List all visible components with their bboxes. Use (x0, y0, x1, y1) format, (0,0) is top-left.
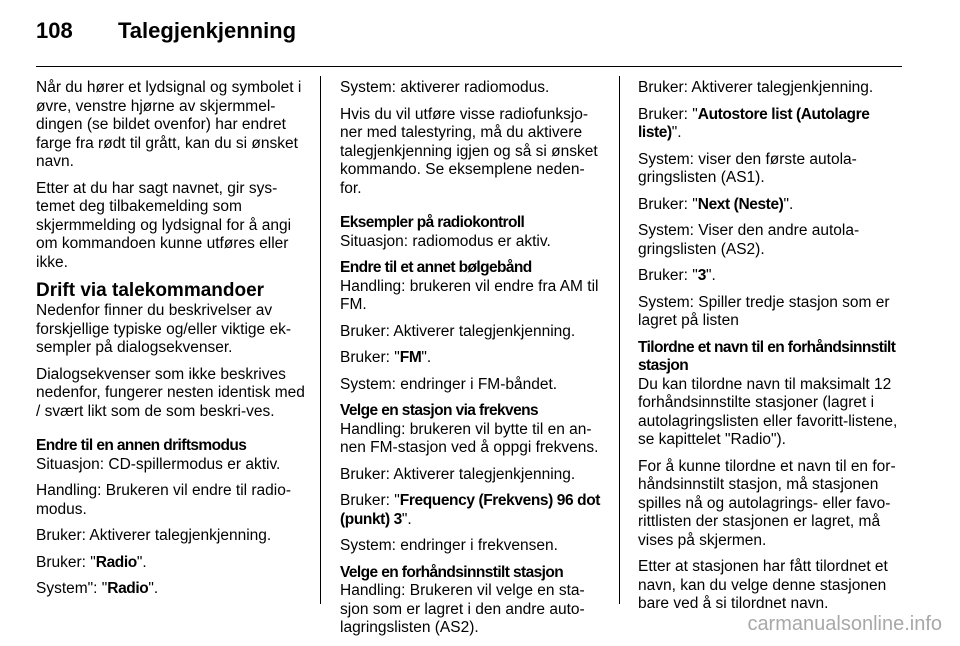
text: ". (148, 580, 159, 597)
paragraph (638, 106, 904, 143)
page-number: 108 (36, 18, 73, 43)
subheading: Endre til en annen driftsmodus (36, 437, 247, 454)
paragraph: Handling: Brukeren vil endre til radio-modus. (36, 482, 292, 518)
voice-command: Radio (107, 580, 149, 597)
paragraph: Bruker: Aktiverer talegjenkjenning. (340, 465, 576, 483)
paragraph: Situasjon: radiomodus er aktiv. (340, 232, 551, 250)
paragraph: Handling: brukeren vil endre fra AM til FM. (340, 277, 599, 313)
voice-command: FM (399, 349, 422, 366)
voice-command: 3 (697, 267, 707, 284)
column-divider-1 (320, 76, 321, 604)
paragraph: Dialogsekvenser som ikke beskrives nedenfor, fungerer nesten identisk med / svært likt som de som beskri-ves. (36, 365, 305, 420)
text: ". (706, 267, 716, 284)
paragraph (638, 196, 904, 215)
subheading: Endre til et annet bølgebånd (340, 259, 532, 276)
paragraph: Bruker: Aktiverer talegjenkjenning. (340, 322, 576, 340)
text: Bruker: " (638, 195, 698, 213)
text: Bruker: " (36, 553, 96, 571)
paragraph: System: aktiverer radiomodus. (340, 79, 550, 96)
paragraph: System: endringer i frekvensen. (340, 537, 558, 554)
voice-command: Frequency (Frekvens) 96 dot (punkt) 3 (340, 492, 601, 528)
text: ". (671, 124, 682, 141)
paragraph: System: Viser den andre autola-gringslisten (AS2). (638, 222, 860, 258)
column-1 (36, 79, 305, 607)
header-rule (36, 66, 902, 67)
paragraph: Bruker: Aktiverer talegjenkjenning. (36, 527, 272, 544)
text: ". (783, 195, 794, 213)
paragraph: Situasjon: CD-spillermodus er aktiv. (36, 455, 281, 473)
paragraph: Nedenfor finner du beskrivelser av forskjellige typiske og/eller viktige ek-sempler på dialogsekvenser. (36, 302, 291, 356)
subheading: Velge en forhåndsinnstilt stasjon (340, 563, 564, 581)
paragraph: Handling: Brukeren vil velge en sta-sjon som er lagret i den andre auto-lagringslisten (AS2). (340, 582, 585, 636)
column-2 (340, 79, 606, 646)
text: ". (401, 510, 412, 528)
text: Bruker: " (340, 349, 400, 366)
text: System": " (36, 580, 108, 597)
paragraph: System: endringer i FM-båndet. (340, 375, 558, 393)
text: ". (136, 553, 147, 571)
paragraph (36, 580, 305, 599)
text: Bruker: " (340, 492, 400, 509)
subheading: Velge en stasjon via frekvens (340, 402, 538, 419)
paragraph (638, 267, 904, 286)
subheading: Eksempler på radiokontroll (340, 214, 525, 231)
page-title: Talegjenkjenning (118, 18, 297, 43)
section-heading: Drift via talekommandoer (36, 280, 265, 301)
column-3 (638, 79, 904, 622)
paragraph: Etter at du har sagt navnet, gir sys-temet deg tilbakemelding som skjermmelding og lydsignal for å angi om kommandoen kunne utføres eller ikke. (36, 179, 292, 271)
text: Bruker: " (638, 105, 698, 123)
paragraph (340, 349, 606, 368)
paragraph: Handling: brukeren vil bytte til en an-nen FM-stasjon ved å oppgi frekvens. (340, 420, 599, 456)
paragraph (36, 554, 305, 573)
subheading: Tilordne et navn til en forhåndsinnstilt stasjon (638, 338, 896, 374)
paragraph: Du kan tilordne navn til maksimalt 12 forhåndsinnstilte stasjoner (lagret i autolagringslisten eller favoritt-listene, se kapittelet "Radio"). (638, 375, 898, 448)
paragraph: Bruker: Aktiverer talegjenkjenning. (638, 79, 874, 96)
paragraph: Når du hører et lydsignal og symbolet i øvre, venstre hjørne av skjermmel-dingen (se bildet ovenfor) har endret farge fra rødt til grått, kan du si ønsket navn. (36, 79, 302, 170)
voice-command: Radio (95, 553, 137, 571)
column-divider-2 (619, 76, 620, 604)
voice-command: Autostore list (Autolagre liste) (638, 105, 870, 141)
text: Bruker: " (638, 267, 698, 284)
voice-command: Next (Neste) (697, 195, 784, 213)
paragraph: Etter at stasjonen har fått tilordnet et navn, kan du velge denne stasjonen bare ved å si tilordnet navn. (638, 558, 888, 612)
paragraph: System: Spiller tredje stasjon som er lagret på listen (638, 293, 890, 329)
text: ". (421, 349, 432, 366)
watermark: carmanualsonline.info (747, 613, 942, 635)
paragraph: Hvis du vil utføre visse radiofunksjo-ner med talestyring, må du aktivere talegjenkjenning igjen og så si ønsket kommando. Se eksemplene neden-for. (340, 105, 598, 197)
paragraph: For å kunne tilordne et navn til en for-håndsinnstilt stasjon, må stasjonen spilles nå og autolagrings- eller favo-rittlisten der stasjonen er lagret, må vises på skjermen. (638, 457, 896, 549)
paragraph (340, 492, 606, 529)
paragraph: System: viser den første autola-gringslisten (AS1). (638, 150, 857, 186)
